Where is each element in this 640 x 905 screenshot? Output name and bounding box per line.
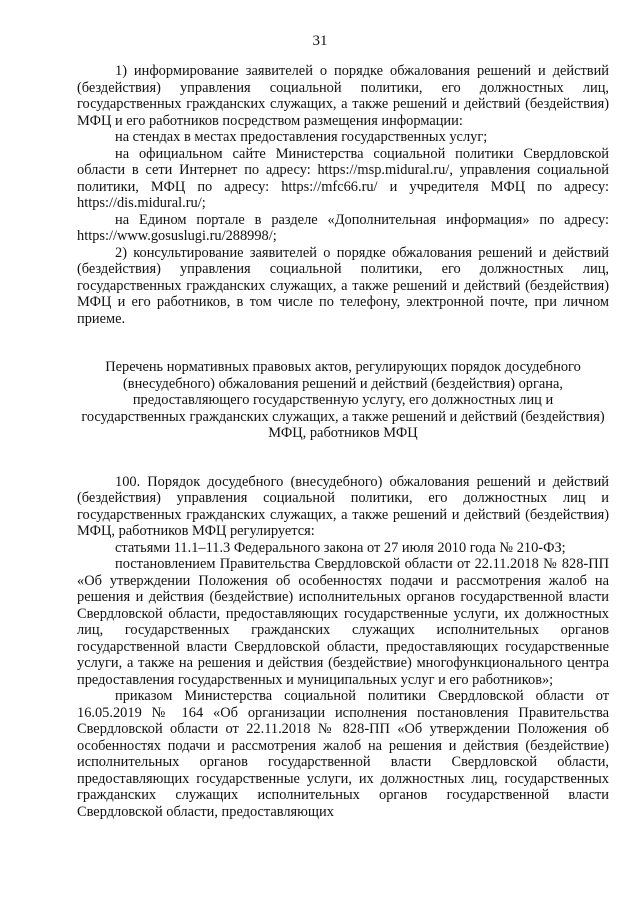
- paragraph-federal-law: статьями 11.1–11.3 Федерального закона от 27 июля 2010 года № 210-ФЗ;: [115, 539, 566, 556]
- paragraph-info-item-1: 1) информирование заявителей о порядке обжалования решений и действий (бездействия) управления социальной политики, его должностных лиц, государственных гражданских служащих, а также решений и действий (бездействия) МФЦ и его работников посредством размещения информации:: [77, 63, 609, 129]
- paragraph-100: 100. Порядок досудебного (внесудебного) обжалования решений и действий (бездействия) управления социальной политики, его должностных лиц и государственных гражданских служащих, а также решений и действий (бездействия) МФЦ, работников МФЦ регулируется:: [77, 473, 609, 539]
- spacer: [77, 327, 609, 359]
- document-body: [77, 63, 609, 820]
- section-heading: Перечень нормативных правовых актов, регулирующих порядок досудебного (внесудебного) обжалования решений и действий (бездействия) органа, предоставляющего государственную услугу, его должностных лиц и государственных гражданских служащих, а также решений и действий (бездействия) МФЦ, работников МФЦ: [81, 359, 605, 441]
- page-number: 31: [312, 33, 328, 49]
- paragraph-ministry-order: приказом Министерства социальной политики Свердловской области от 16.05.2019 № 164 «Об организации исполнения постановления Правительства Свердловской области от 22.11.2018 № 828-ПП «Об утверждении Положения об особенностях подачи и рассмотрения жалоб на решения и действия (бездействие) исполнительных органов государственной власти Свердловской области, предоставляющих государственные услуги, их должностных лиц, государственных гражданских служащих исполнительных органов государственной власти Свердловской области, предоставляющих: [77, 688, 609, 820]
- paragraph-government-resolution: постановлением Правительства Свердловской области от 22.11.2018 № 828-ПП «Об утверждении Положения об особенностях подачи и рассмотрения жалоб на решения и действия (бездействие) исполнительных органов государственной власти Свердловской области, предоставляющих государственные услуги, их должностных лиц, государственных гражданских служащих исполнительных органов государственной власти Свердловской области, предоставляющих государственные услуги, а также на решения и действия (бездействие) многофункционального центра предоставления государственных и муниципальных услуг и его работников»;: [77, 556, 609, 688]
- paragraph-consulting-item-2: 2) консультирование заявителей о порядке обжалования решений и действий (бездействия) управления социальной политики, его должностных лиц, государственных гражданских служащих, а также решений и действий (бездействия) МФЦ и его работников, в том числе по телефону, электронной почте, при личном приеме.: [77, 244, 609, 327]
- spacer: [77, 442, 609, 474]
- paragraph-official-site: на официальном сайте Министерства социальной политики Свердловской области в сети Интернет по адресу: https://msp.midural.ru/, управления социальной политики, МФЦ по адресу: https://mfc66.ru/ и учредителя МФЦ по адресу: https://dis.midural.ru/;: [77, 145, 609, 211]
- paragraph-unified-portal: на Едином портале в разделе «Дополнительная информация» по адресу: https://www.gosuslugi.ru/288998/;: [77, 211, 609, 244]
- paragraph-stands: на стендах в местах предоставления государственных услуг;: [115, 129, 488, 145]
